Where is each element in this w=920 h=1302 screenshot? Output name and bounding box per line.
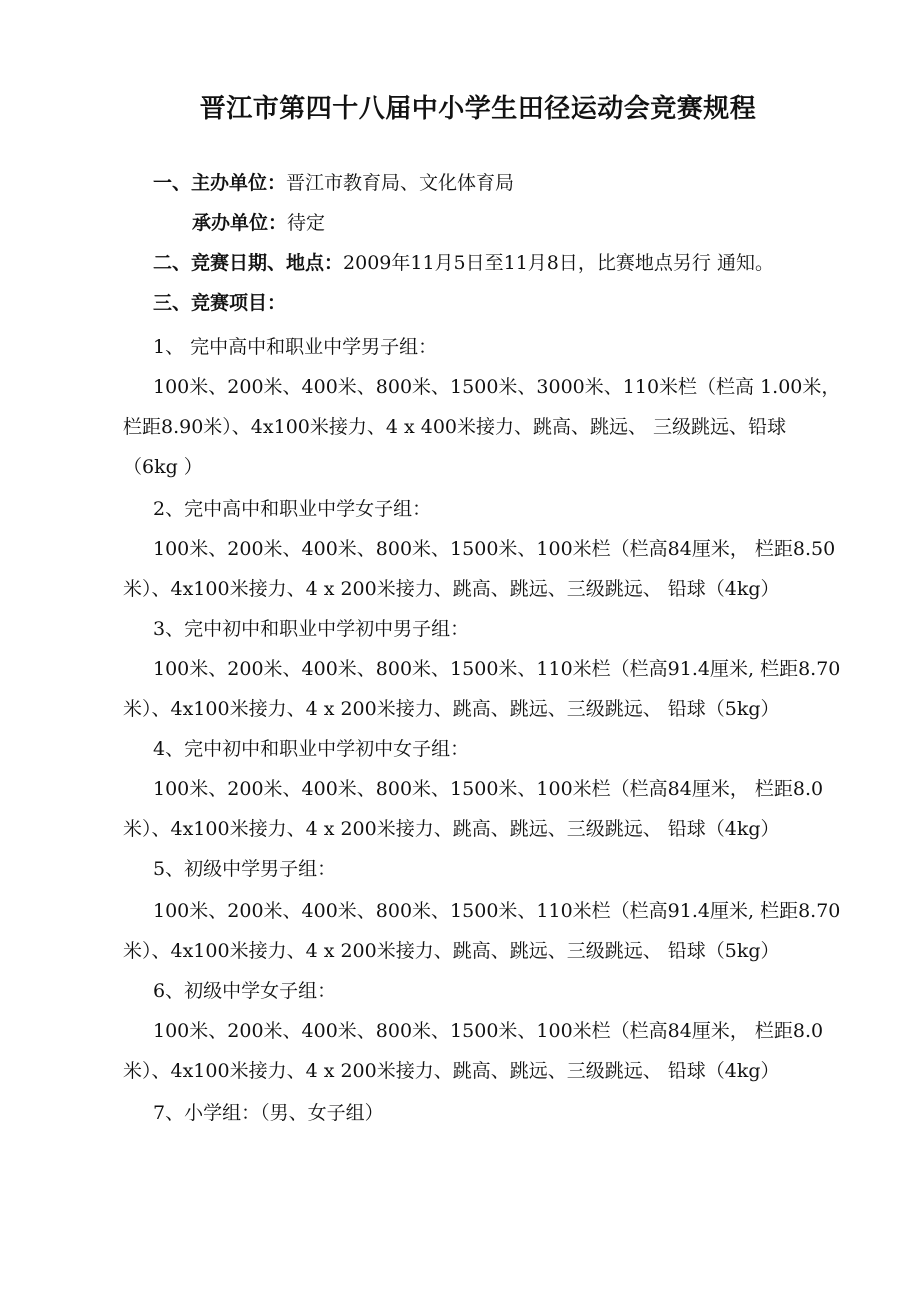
group-line: 米）、4x100米接力、4 x 200米接力、跳高、跳远、三级跳远、 铅球（4kg） bbox=[123, 578, 780, 600]
section-label: 一、主办单位： bbox=[153, 172, 287, 194]
section-organizer-host bbox=[153, 171, 514, 195]
section-value: 2009年11月5日至11月8日，比赛地点另行 通知。 bbox=[343, 252, 774, 274]
group-heading: 7、小学组：（男、女子组） bbox=[153, 1102, 384, 1124]
group-line: 米）、4x100米接力、4 x 200米接力、跳高、跳远、三级跳远、 铅球（5kg） bbox=[123, 940, 780, 962]
section-value: 晋江市教育局、文化体育局 bbox=[286, 172, 515, 194]
section-label: 二、竞赛日期、地点： bbox=[153, 252, 344, 274]
group-heading: 4、完中初中和职业中学初中女子组： bbox=[153, 738, 470, 760]
group-line: 米）、4x100米接力、4 x 200米接力、跳高、跳远、三级跳远、 铅球（4kg） bbox=[123, 1060, 780, 1082]
group-line: 100米、200米、400米、800米、1500米、110米栏（栏高91.4厘米, 栏距8.70 bbox=[153, 658, 841, 680]
group-line: （6kg ） bbox=[123, 456, 203, 478]
group-heading: 6、初级中学女子组： bbox=[153, 980, 337, 1002]
section-label: 三、竞赛项目： bbox=[153, 292, 287, 314]
group-line: 100米、200米、400米、800米、1500米、3000米、110米栏（栏高 1.00米， bbox=[153, 376, 841, 398]
group-line: 100米、200米、400米、800米、1500米、110米栏（栏高91.4厘米, 栏距8.70 bbox=[153, 900, 841, 922]
page-title: 晋江市第四十八届中小学生田径运动会竞赛规程 bbox=[199, 94, 757, 124]
section-organizer-undertaker bbox=[192, 211, 325, 235]
group-heading: 1、 完中高中和职业中学男子组： bbox=[153, 336, 438, 358]
group-heading: 5、初级中学男子组： bbox=[153, 858, 337, 880]
section-date-location bbox=[153, 251, 774, 275]
section-label: 承办单位： bbox=[192, 212, 288, 234]
group-line: 米）、4x100米接力、4 x 200米接力、跳高、跳远、三级跳远、 铅球（5kg） bbox=[123, 698, 780, 720]
section-value: 待定 bbox=[287, 212, 326, 234]
group-heading: 2、完中高中和职业中学女子组： bbox=[153, 498, 432, 520]
group-line: 栏距8.90米）、4x100米接力、4 x 400米接力、跳高、跳远、 三级跳远、铅球 bbox=[123, 416, 787, 438]
group-line: 100米、200米、400米、800米、1500米、100米栏（栏高84厘米， 栏距8.0 bbox=[153, 778, 824, 800]
section-events bbox=[153, 291, 286, 315]
group-line: 100米、200米、400米、800米、1500米、100米栏（栏高84厘米， 栏距8.50 bbox=[153, 538, 836, 560]
group-heading: 3、完中初中和职业中学初中男子组： bbox=[153, 618, 470, 640]
group-line: 米）、4x100米接力、4 x 200米接力、跳高、跳远、三级跳远、 铅球（4kg） bbox=[123, 818, 780, 840]
group-line: 100米、200米、400米、800米、1500米、100米栏（栏高84厘米， 栏距8.0 bbox=[153, 1020, 824, 1042]
